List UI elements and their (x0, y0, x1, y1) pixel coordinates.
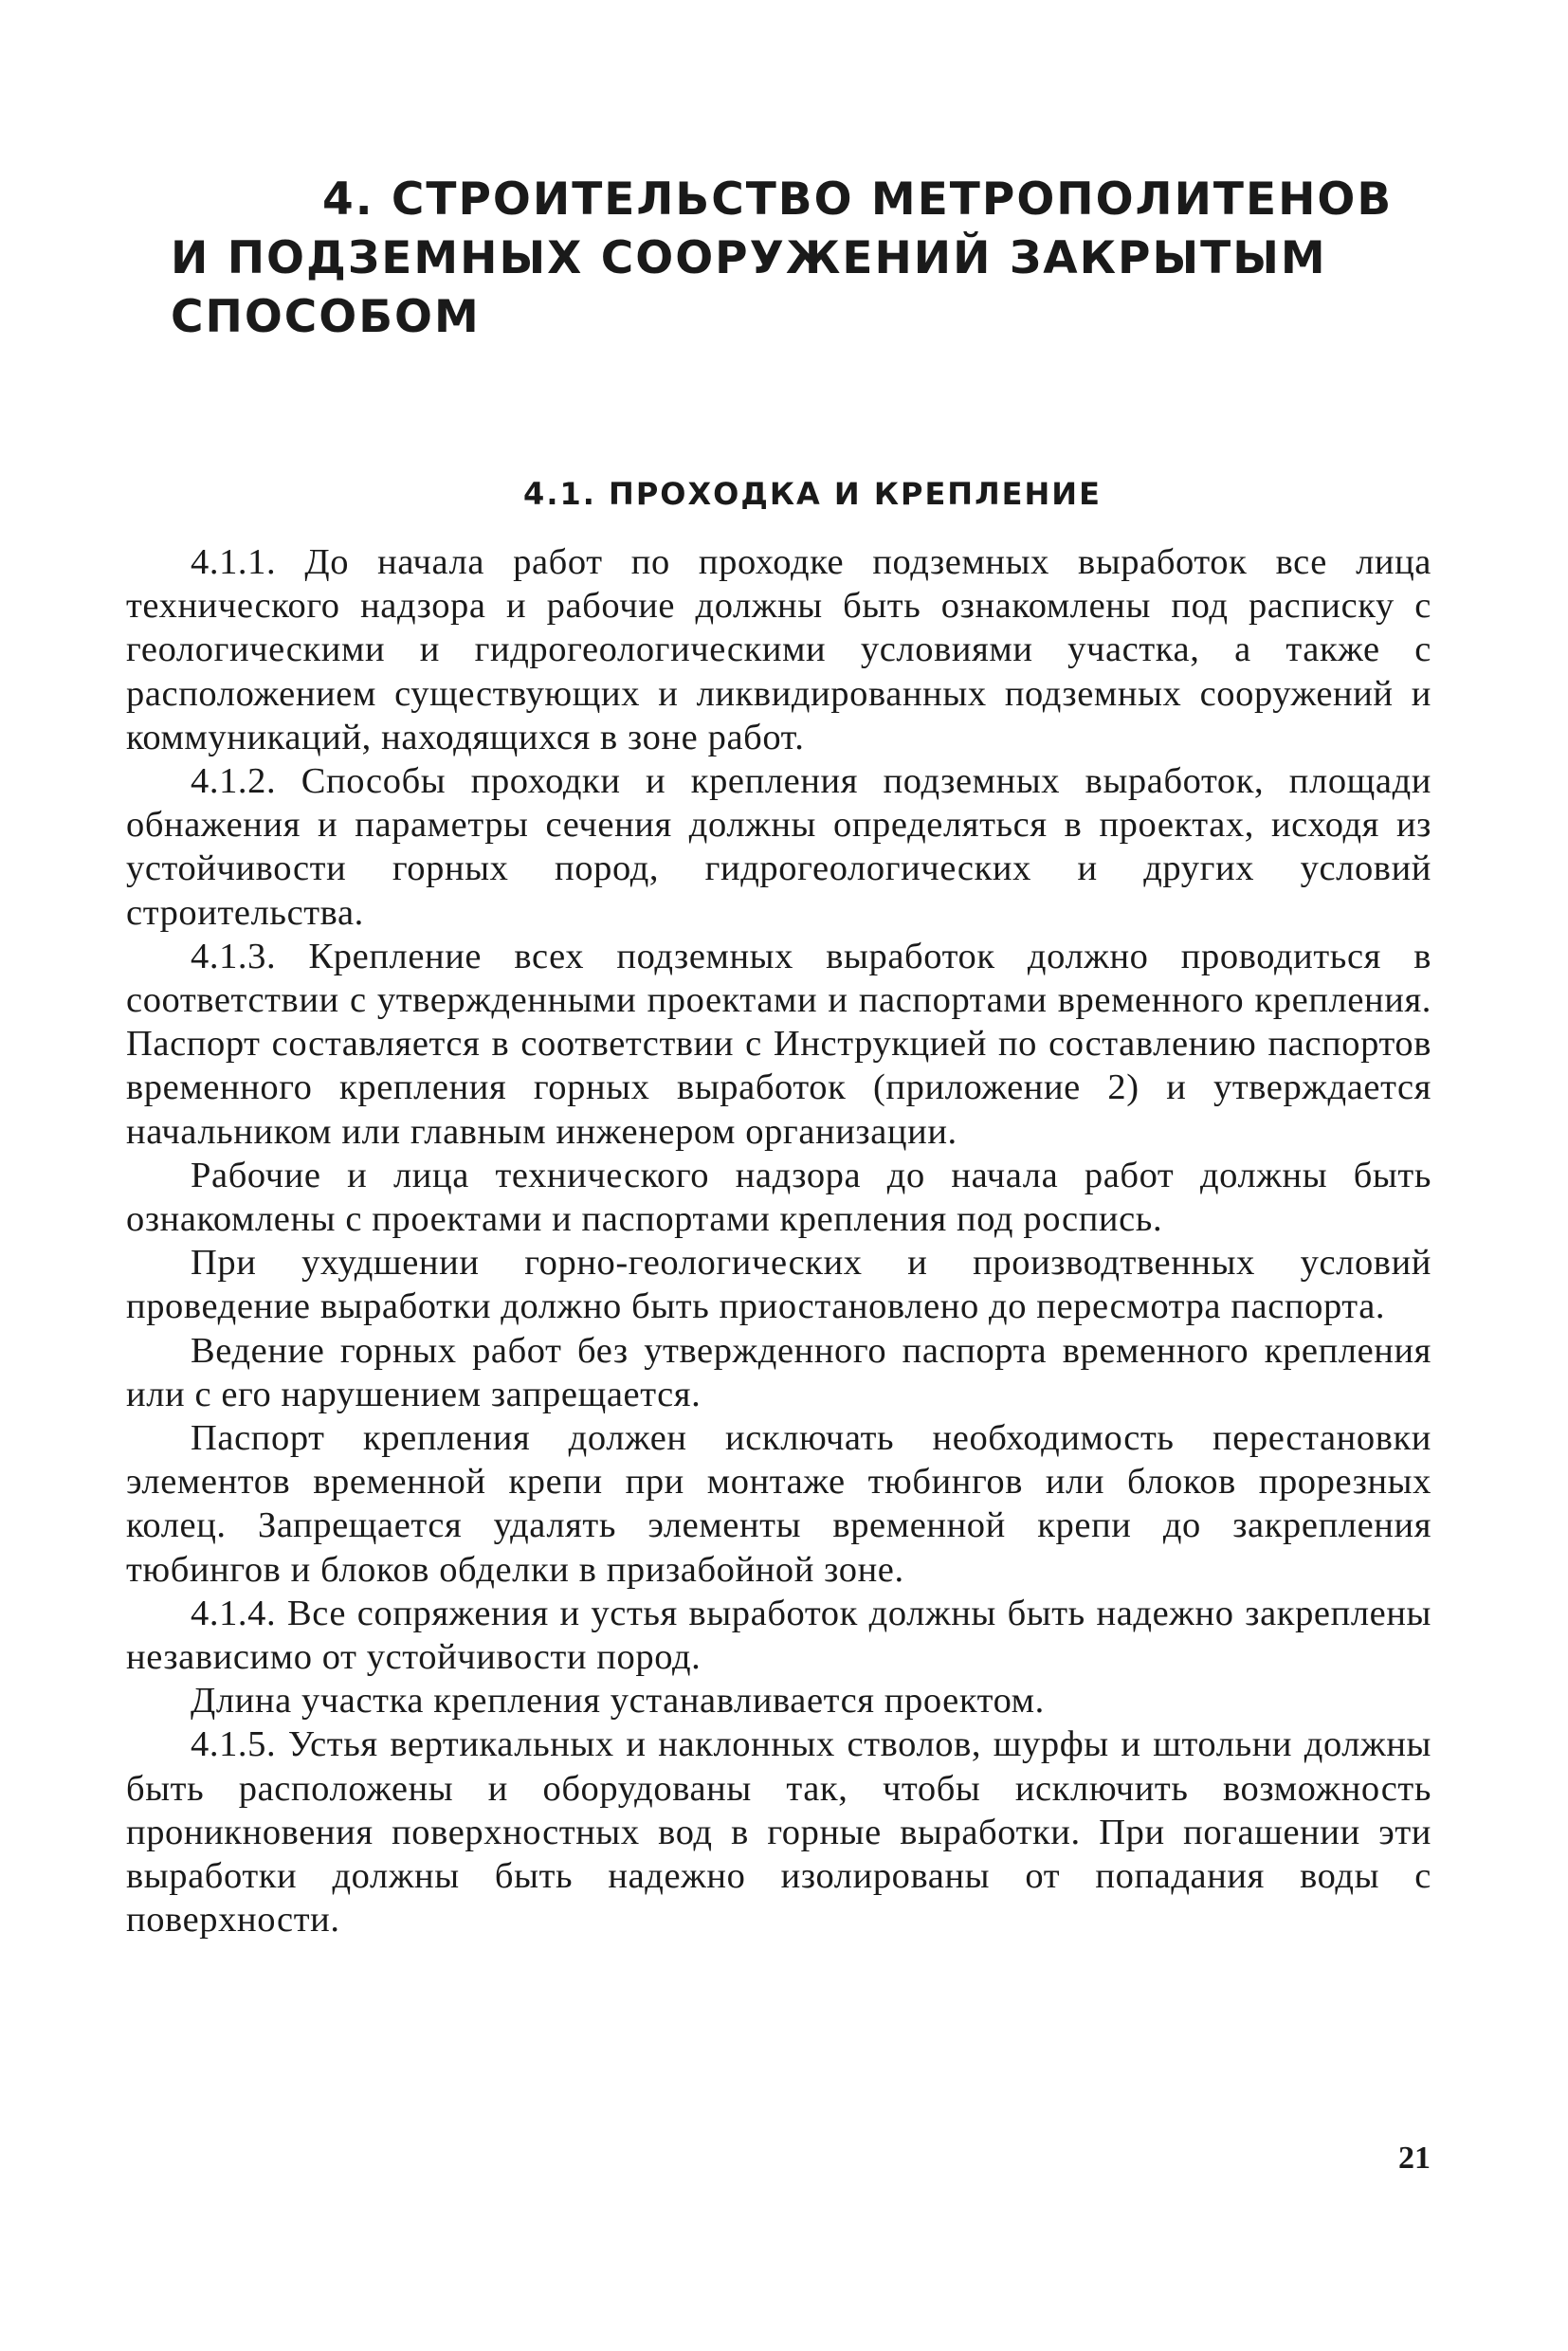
paragraph-4-1-1: 4.1.1. До начала работ по проходке подземных выработок все лица технического надзора и рабочие должны быть ознакомлены под расписку с геологическими и гидрогеологическими условиями участка, а также с расположением существующих и ликвидированных подземных сооружений и коммуникаций, находящихся в зоне работ. (126, 542, 1431, 757)
paragraph-without-passport: Ведение горных работ без утвержденного паспорта временного крепления или с его нарушением запрещается. (126, 1330, 1431, 1414)
paragraph-worsening-conditions: При ухудшении горно-геологических и производтвенных условий проведение выработки должно быть приостановлено до пересмотра паспорта. (126, 1243, 1431, 1327)
paragraph-4-1-3: 4.1.3. Крепление всех подземных выработок должно проводиться в соответствии с утвержденными проектами и паспортами временного крепления. Паспорт составляется в соответствии с Инструкцией по составлению паспортов временного крепления горных выработок (приложение 2) и утверждается начальником или главным инженером организации. (126, 936, 1431, 1152)
chapter-title-line-1: 4. СТРОИТЕЛЬСТВО МЕТРОПОЛИТЕНОВ (322, 173, 1394, 226)
paragraph-length-of-section: Длина участка крепления устанавливается проектом. (191, 1681, 1045, 1722)
paragraph-workers-familiarization: Рабочие и лица технического надзора до начала работ должны быть ознакомлены с проектами и паспортами крепления под роспись. (126, 1155, 1431, 1240)
section-title: 4.1. ПРОХОДКА И КРЕПЛЕНИЕ (523, 476, 1102, 512)
paragraph-4-1-2: 4.1.2. Способы проходки и крепления подземных выработок, площади обнажения и параметры сечения должны определяться в проектах, исходя из устойчивости горных пород, гидрогеологических и других условий строительства. (126, 761, 1431, 933)
paragraph-passport-requirements: Паспорт крепления должен исключать необходимость перестановки элементов временной крепи при монтаже тюбингов или блоков прорезных колец. Запрещается удалять элементы временной крепи до закрепления тюбингов и блоков обделки в призабойной зоне. (126, 1418, 1431, 1590)
chapter-title (171, 171, 1460, 347)
page-number: 21 (1398, 2141, 1431, 2176)
body-text (126, 540, 1431, 1942)
paragraph-4-1-5: 4.1.5. Устья вертикальных и наклонных стволов, шурфы и штольни должны быть расположены и оборудованы так, чтобы исключить возможность проникновения поверхностных вод в горные выработки. При погашении эти выработки должны быть надежно изолированы от попадания воды с поверхности. (126, 1724, 1431, 1941)
chapter-title-line-2: И ПОДЗЕМНЫХ СООРУЖЕНИЙ ЗАКРЫТЫМ СПОСОБОМ (171, 232, 1327, 343)
paragraph-4-1-4: 4.1.4. Все сопряжения и устья выработок должны быть надежно закреплены независимо от устойчивости пород. (126, 1593, 1431, 1678)
